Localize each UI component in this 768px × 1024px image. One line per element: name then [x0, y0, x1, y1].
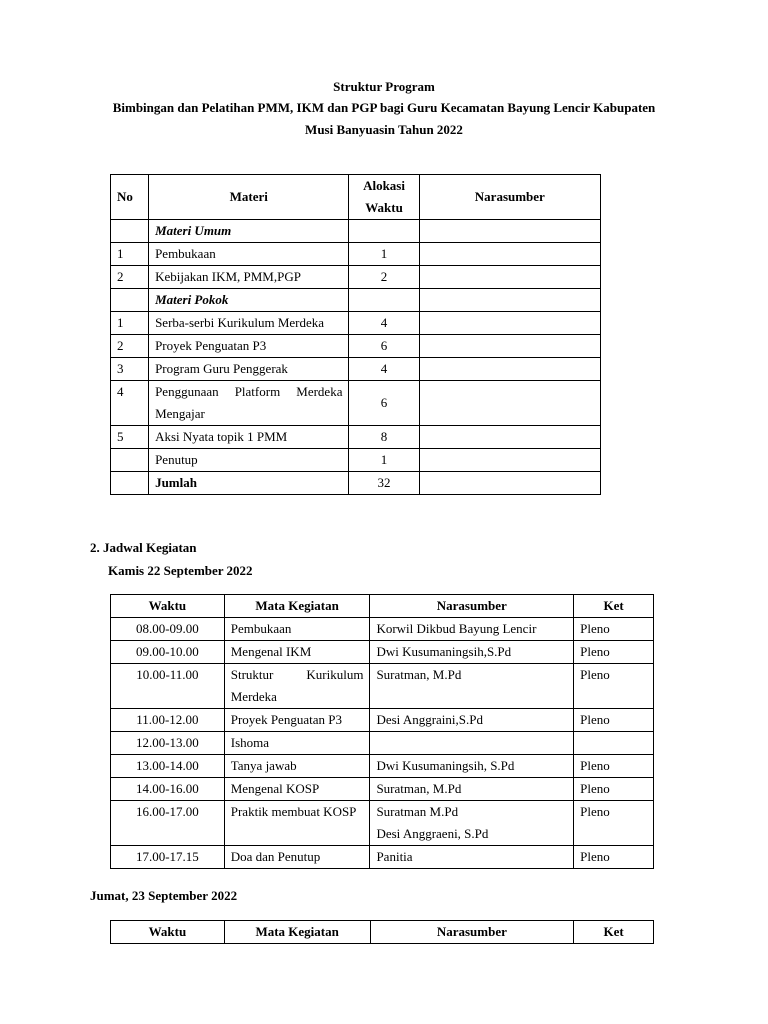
table-row: [111, 778, 654, 801]
table-header-row: [111, 921, 654, 944]
jadwal-jumat-table: [110, 920, 654, 944]
jadwal-kamis-table: [110, 594, 654, 869]
section-row-pokok: [111, 289, 601, 312]
jumat-date: Jumat, 23 September 2022: [90, 888, 238, 903]
row-narasumber: [370, 732, 574, 755]
row-narasumber: Desi Anggraini,S.Pd: [370, 709, 574, 732]
row-materi: Aksi Nyata topik 1 PMM: [149, 426, 349, 449]
row-mata-kegiatan: Mengenal KOSP: [224, 778, 370, 801]
row-no: 4: [111, 381, 149, 426]
row-mata-kegiatan: Ishoma: [224, 732, 370, 755]
document-subtitle-line2: Musi Banyuasin Tahun 2022: [305, 122, 463, 137]
row-no: 3: [111, 358, 149, 381]
header-ket: Ket: [574, 921, 654, 944]
row-no: 2: [111, 335, 149, 358]
row-alokasi: 1: [349, 449, 419, 472]
row-waktu: 09.00-10.00: [111, 641, 225, 664]
section-label-pokok: Materi Pokok: [149, 289, 349, 312]
table-row: [111, 732, 654, 755]
table-row: [111, 709, 654, 732]
row-waktu: 16.00-17.00: [111, 801, 225, 846]
header-alokasi: Alokasi Waktu: [349, 175, 419, 220]
row-ket: [574, 732, 654, 755]
row-mata-kegiatan: Praktik membuat KOSP: [224, 801, 370, 846]
header-narasumber: Narasumber: [370, 595, 574, 618]
row-narasumber: Panitia: [370, 846, 574, 869]
table-row: [111, 801, 654, 846]
row-ket: Pleno: [574, 641, 654, 664]
header-mata-kegiatan: Mata Kegiatan: [224, 595, 370, 618]
jadwal-heading: 2. Jadwal Kegiatan: [90, 540, 197, 555]
header-ket: Ket: [574, 595, 654, 618]
row-materi: Kebijakan IKM, PMM,PGP: [149, 266, 349, 289]
narasumber-line: Desi Anggraeni, S.Pd: [376, 826, 489, 841]
row-narasumber: Suratman, M.Pd: [370, 664, 574, 709]
row-alokasi: 6: [349, 381, 419, 426]
header-mata-kegiatan: Mata Kegiatan: [224, 921, 370, 944]
row-ket: Pleno: [574, 709, 654, 732]
table-row-jumlah: [111, 472, 601, 495]
row-ket: Pleno: [574, 755, 654, 778]
row-materi: Proyek Penguatan P3: [149, 335, 349, 358]
table-row: [111, 426, 601, 449]
row-materi: Penggunaan Platform Merdeka Mengajar: [149, 381, 349, 426]
row-ket: Pleno: [574, 664, 654, 709]
header-materi: Materi: [149, 175, 349, 220]
row-waktu: 08.00-09.00: [111, 618, 225, 641]
section-label-umum: Materi Umum: [149, 220, 349, 243]
kamis-date: Kamis 22 September 2022: [108, 563, 253, 578]
header-no: No: [111, 175, 149, 220]
table-row: [111, 664, 654, 709]
row-alokasi: 2: [349, 266, 419, 289]
row-no: 2: [111, 266, 149, 289]
row-narasumber: [370, 801, 574, 846]
row-no: 1: [111, 312, 149, 335]
row-materi: Serba-serbi Kurikulum Merdeka: [149, 312, 349, 335]
row-materi: Pembukaan: [149, 243, 349, 266]
table-row: [111, 846, 654, 869]
struktur-program-table: [110, 174, 601, 495]
table-row: [111, 755, 654, 778]
row-mata-kegiatan: Proyek Penguatan P3: [224, 709, 370, 732]
row-mata-kegiatan: Mengenal IKM: [224, 641, 370, 664]
row-ket: Pleno: [574, 618, 654, 641]
jumlah-value: 32: [349, 472, 419, 495]
header-waktu: Waktu: [111, 595, 225, 618]
row-materi: Program Guru Penggerak: [149, 358, 349, 381]
header-waktu: Waktu: [111, 921, 225, 944]
row-waktu: 14.00-16.00: [111, 778, 225, 801]
narasumber-line: Suratman M.Pd: [376, 804, 459, 819]
row-alokasi: 1: [349, 243, 419, 266]
table-row: [111, 381, 601, 426]
table-header-row: [111, 595, 654, 618]
row-mata-kegiatan: Doa dan Penutup: [224, 846, 370, 869]
header-narasumber: Narasumber: [419, 175, 600, 220]
row-no: 1: [111, 243, 149, 266]
table-row: [111, 243, 601, 266]
table-row: [111, 266, 601, 289]
table-row: [111, 358, 601, 381]
table-header-row: [111, 175, 601, 220]
row-alokasi: 8: [349, 426, 419, 449]
row-narasumber: Dwi Kusumaningsih, S.Pd: [370, 755, 574, 778]
row-waktu: 12.00-13.00: [111, 732, 225, 755]
row-waktu: 11.00-12.00: [111, 709, 225, 732]
table-row: [111, 312, 601, 335]
header-narasumber: Narasumber: [370, 921, 574, 944]
row-waktu: 13.00-14.00: [111, 755, 225, 778]
row-ket: Pleno: [574, 778, 654, 801]
row-narasumber: Korwil Dikbud Bayung Lencir: [370, 618, 574, 641]
row-materi: Penutup: [149, 449, 349, 472]
row-alokasi: 4: [349, 358, 419, 381]
row-mata-kegiatan: Struktur Kurikulum Merdeka: [224, 664, 370, 709]
row-narasumber: Dwi Kusumaningsih,S.Pd: [370, 641, 574, 664]
table-row: [111, 618, 654, 641]
row-waktu: 17.00-17.15: [111, 846, 225, 869]
row-waktu: 10.00-11.00: [111, 664, 225, 709]
table-row-penutup: [111, 449, 601, 472]
document-title: Struktur Program: [333, 79, 435, 94]
row-ket: Pleno: [574, 846, 654, 869]
row-narasumber: Suratman, M.Pd: [370, 778, 574, 801]
row-ket: Pleno: [574, 801, 654, 846]
table-row: [111, 335, 601, 358]
table-row: [111, 641, 654, 664]
jumlah-label: Jumlah: [149, 472, 349, 495]
section-row-umum: [111, 220, 601, 243]
row-mata-kegiatan: Tanya jawab: [224, 755, 370, 778]
row-mata-kegiatan: Pembukaan: [224, 618, 370, 641]
row-no: 5: [111, 426, 149, 449]
document-subtitle-line1: Bimbingan dan Pelatihan PMM, IKM dan PGP bagi Guru Kecamatan Bayung Lencir Kabupaten: [112, 100, 656, 115]
row-alokasi: 4: [349, 312, 419, 335]
row-alokasi: 6: [349, 335, 419, 358]
